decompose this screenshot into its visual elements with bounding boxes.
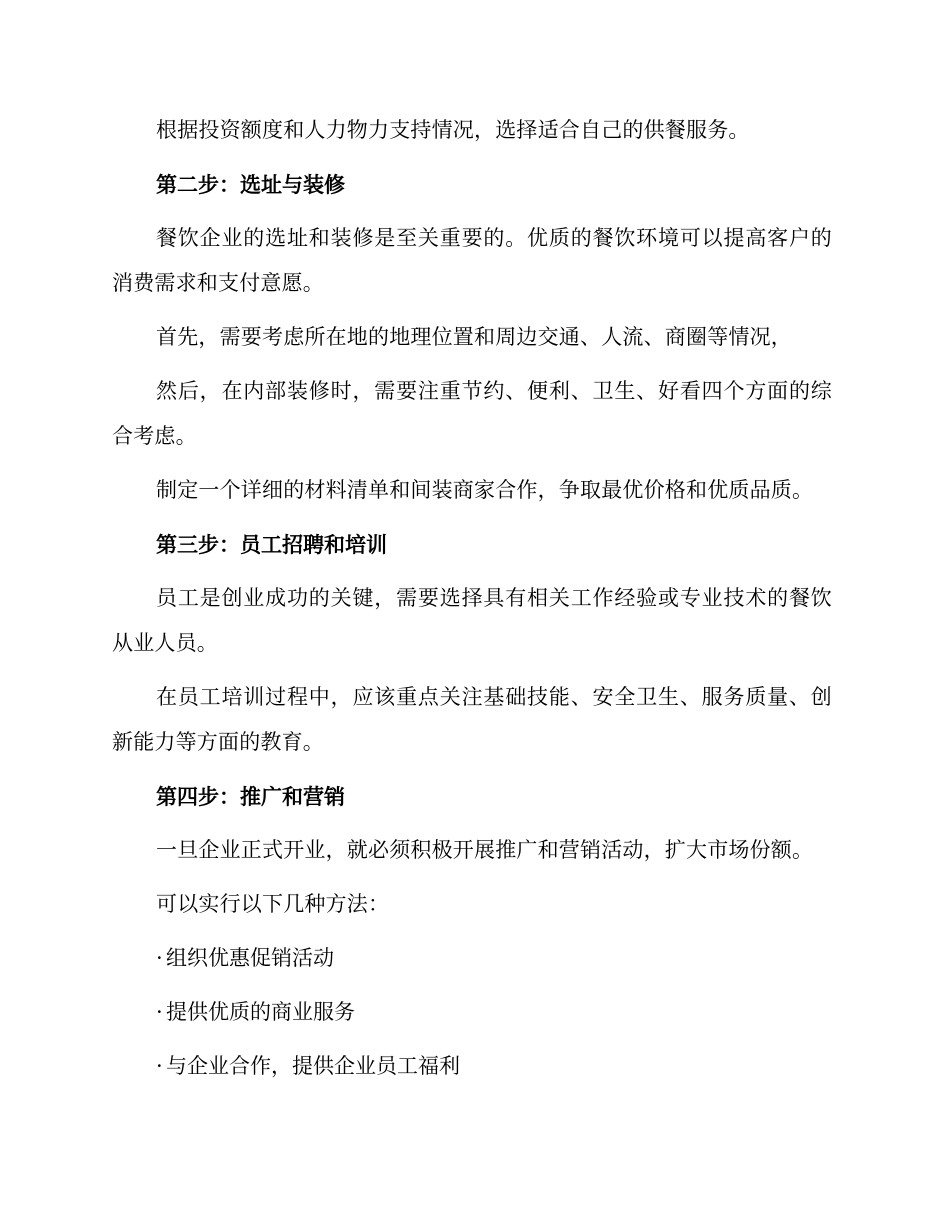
section-heading: 第三步：员工招聘和培训 [156, 532, 387, 557]
paragraph: 在员工培训过程中，应该重点关注基础技能、安全卫生、服务质量、创新能力等方面的教育。 [112, 685, 832, 754]
bullet-text: 组织优惠促销活动 [166, 946, 334, 970]
paragraph: 一旦企业正式开业，就必须积极开展推广和营销活动，扩大市场份额。 [156, 838, 814, 862]
bullet-dot-icon: · [156, 946, 163, 970]
paragraph: 然后，在内部装修时，需要注重节约、便利、卫生、好看四个方面的综合考虑。 [112, 379, 832, 448]
paragraph: 制定一个详细的材料清单和间装商家合作，争取最优价格和优质品质。 [156, 478, 814, 502]
paragraph: 可以实行以下几种方法： [156, 892, 390, 916]
section-heading: 第二步：选址与装修 [156, 172, 345, 197]
bullet-dot-icon: · [156, 1054, 163, 1078]
paragraph: 员工是创业成功的关键，需要选择具有相关工作经验或专业技术的餐饮从业人员。 [112, 586, 832, 655]
document-body [112, 108, 832, 1098]
bullet-item [112, 936, 832, 981]
bullet-text: 提供优质的商业服务 [166, 1000, 355, 1024]
bullet-item [112, 1044, 832, 1089]
bullet-dot-icon: · [156, 1000, 163, 1024]
bullet-item [112, 990, 832, 1035]
bullet-text: 与企业合作，提供企业员工福利 [166, 1054, 460, 1078]
section-heading: 第四步：推广和营销 [156, 784, 345, 809]
paragraph: 餐饮企业的选址和装修是至关重要的。优质的餐饮环境可以提高客户的消费需求和支付意愿。 [112, 226, 832, 295]
paragraph: 根据投资额度和人力物力支持情况，选择适合自己的供餐服务。 [156, 118, 750, 142]
paragraph: 首先，需要考虑所在地的地理位置和周边交通、人流、商圈等情况， [156, 325, 792, 349]
